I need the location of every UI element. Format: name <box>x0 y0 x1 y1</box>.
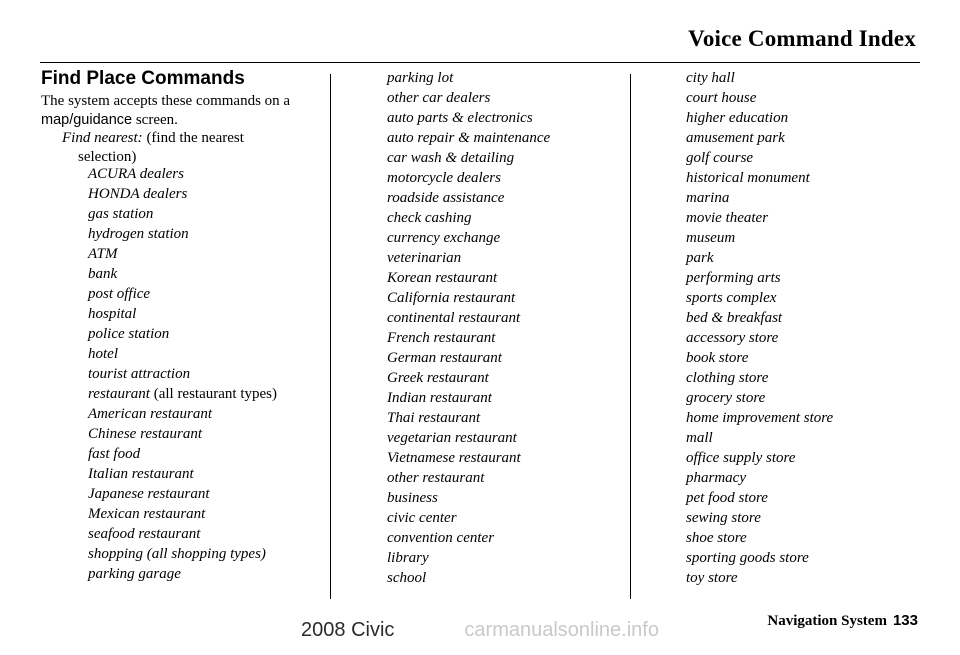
command-item <box>88 404 277 424</box>
command-item <box>387 148 550 168</box>
command-text: mall <box>686 430 713 446</box>
command-item <box>686 188 833 208</box>
intro-term: map/guidance <box>41 112 133 128</box>
command-item <box>686 408 833 428</box>
command-item <box>88 284 277 304</box>
command-item <box>686 448 833 468</box>
command-text: pet food store <box>686 490 768 506</box>
command-text: school <box>387 570 427 586</box>
command-item <box>387 408 550 428</box>
command-item <box>686 168 833 188</box>
command-item <box>88 364 277 384</box>
command-item <box>686 148 833 168</box>
command-item <box>88 424 277 444</box>
command-text: tourist attraction <box>88 366 191 382</box>
command-text: gas station <box>88 206 154 222</box>
command-text: business <box>387 490 438 506</box>
command-item <box>88 264 277 284</box>
intro-after: screen. <box>132 112 178 128</box>
command-item <box>387 388 550 408</box>
command-text: performing arts <box>686 270 781 286</box>
command-item <box>387 128 550 148</box>
command-item <box>387 108 550 128</box>
command-text: Chinese restaurant <box>88 426 203 442</box>
command-text: home improvement store <box>686 410 834 426</box>
command-text: Vietnamese restaurant <box>387 450 521 466</box>
command-text: marina <box>686 190 730 206</box>
command-text: hotel <box>88 346 118 362</box>
command-text: civic center <box>387 510 457 526</box>
command-item <box>387 248 550 268</box>
section-title: Find Place Commands <box>41 68 245 89</box>
command-item <box>387 228 550 248</box>
command-text: shoe store <box>686 530 747 546</box>
command-text: sporting goods store <box>686 550 809 566</box>
command-item <box>686 488 833 508</box>
command-item <box>686 208 833 228</box>
command-text: parking lot <box>387 70 454 86</box>
command-item <box>88 244 277 264</box>
command-item <box>88 384 277 404</box>
command-item <box>686 388 833 408</box>
command-item <box>387 348 550 368</box>
page-number: 133 <box>892 612 918 629</box>
footer-label: Navigation System <box>767 613 887 629</box>
page-header-title: Voice Command Index <box>688 26 916 51</box>
command-text: veterinarian <box>387 250 462 266</box>
command-item <box>686 368 833 388</box>
command-item <box>88 484 277 504</box>
intro-before: The system accepts these commands on a <box>41 93 291 109</box>
command-text: bed & breakfast <box>686 310 783 326</box>
command-text: other car dealers <box>387 90 491 106</box>
command-text: book store <box>686 350 749 366</box>
command-text: ACURA dealers <box>88 166 184 182</box>
command-item <box>387 168 550 188</box>
command-text: restaurant <box>88 386 150 402</box>
command-item <box>686 548 833 568</box>
command-list-col3 <box>686 68 833 588</box>
command-item <box>686 528 833 548</box>
command-item <box>88 564 277 584</box>
command-text: police station <box>88 326 170 342</box>
command-item <box>387 568 550 588</box>
command-text: French restaurant <box>387 330 496 346</box>
command-text: car wash & detailing <box>387 150 515 166</box>
command-list-col1 <box>88 164 277 584</box>
header-rule <box>40 62 920 63</box>
command-item <box>686 468 833 488</box>
command-text: sewing store <box>686 510 761 526</box>
command-text: currency exchange <box>387 230 501 246</box>
command-text: historical monument <box>686 170 810 186</box>
command-item <box>387 508 550 528</box>
command-text: Italian restaurant <box>88 466 194 482</box>
command-text: Thai restaurant <box>387 410 481 426</box>
command-item <box>387 528 550 548</box>
command-text: hydrogen station <box>88 226 189 242</box>
find-nearest-desc: (find the nearest <box>142 130 244 146</box>
column-divider-1 <box>330 74 331 599</box>
command-item <box>387 268 550 288</box>
command-text: roadside assistance <box>387 190 505 206</box>
command-text: ATM <box>88 246 118 262</box>
command-text: auto parts & electronics <box>387 110 533 126</box>
command-text: court house <box>686 90 757 106</box>
command-item <box>686 128 833 148</box>
command-text: check cashing <box>387 210 472 226</box>
command-item <box>88 184 277 204</box>
command-text: California restaurant <box>387 290 516 306</box>
command-text: convention center <box>387 530 495 546</box>
command-item <box>686 228 833 248</box>
command-text: German restaurant <box>387 350 502 366</box>
command-item <box>686 348 833 368</box>
command-text: amusement park <box>686 130 785 146</box>
command-item <box>686 68 833 88</box>
command-item <box>88 204 277 224</box>
command-item <box>686 308 833 328</box>
command-item <box>88 444 277 464</box>
command-text: office supply store <box>686 450 796 466</box>
command-item <box>88 224 277 244</box>
command-text: Mexican restaurant <box>88 506 206 522</box>
command-item <box>88 524 277 544</box>
command-text: city hall <box>686 70 735 86</box>
command-text: fast food <box>88 446 141 462</box>
command-item <box>387 428 550 448</box>
command-text: library <box>387 550 429 566</box>
watermark-model: 2008 Civic <box>301 619 395 641</box>
command-item <box>387 288 550 308</box>
command-text: movie theater <box>686 210 769 226</box>
command-text: auto repair & maintenance <box>387 130 551 146</box>
find-nearest-label: Find nearest: <box>62 130 143 146</box>
command-list-col2 <box>387 68 550 588</box>
command-item <box>686 248 833 268</box>
command-item <box>387 88 550 108</box>
command-item <box>387 308 550 328</box>
column-divider-2 <box>630 74 631 599</box>
command-item <box>387 548 550 568</box>
command-item <box>387 468 550 488</box>
command-item <box>686 108 833 128</box>
command-text: HONDA dealers <box>88 186 188 202</box>
command-item <box>88 304 277 324</box>
command-item <box>387 328 550 348</box>
command-text: hospital <box>88 306 137 322</box>
command-item <box>387 68 550 88</box>
command-text: continental restaurant <box>387 310 521 326</box>
command-text: pharmacy <box>686 470 746 486</box>
command-text: bank <box>88 266 118 282</box>
command-text: golf course <box>686 150 754 166</box>
command-text: higher education <box>686 110 789 126</box>
command-text: clothing store <box>686 370 769 386</box>
command-text: parking garage <box>88 566 181 582</box>
command-item <box>88 544 277 564</box>
command-item <box>686 428 833 448</box>
command-text: grocery store <box>686 390 766 406</box>
watermark <box>0 619 960 642</box>
command-text: park <box>686 250 714 266</box>
command-item <box>88 164 277 184</box>
command-item <box>88 344 277 364</box>
command-item <box>387 488 550 508</box>
command-text: toy store <box>686 570 738 586</box>
find-nearest-desc-cont: selection) <box>78 149 137 165</box>
intro-text <box>41 92 326 130</box>
command-text: seafood restaurant <box>88 526 201 542</box>
command-item <box>686 568 833 588</box>
command-text: motorcycle dealers <box>387 170 501 186</box>
command-item <box>387 188 550 208</box>
command-item <box>387 368 550 388</box>
command-text: Greek restaurant <box>387 370 489 386</box>
command-text: American restaurant <box>88 406 213 422</box>
command-text: vegetarian restaurant <box>387 430 517 446</box>
command-item <box>686 268 833 288</box>
watermark-site: carmanualsonline.info <box>464 619 659 641</box>
command-text: Indian restaurant <box>387 390 492 406</box>
command-item <box>686 328 833 348</box>
command-text: Japanese restaurant <box>88 486 210 502</box>
command-text: sports complex <box>686 290 777 306</box>
command-item <box>88 464 277 484</box>
command-item <box>88 324 277 344</box>
command-text: museum <box>686 230 736 246</box>
command-text: accessory store <box>686 330 779 346</box>
command-item <box>88 504 277 524</box>
command-note: (all restaurant types) <box>149 386 277 402</box>
command-text: Korean restaurant <box>387 270 498 286</box>
command-item <box>686 288 833 308</box>
command-item <box>686 508 833 528</box>
command-item <box>387 208 550 228</box>
command-item <box>686 88 833 108</box>
find-nearest-entry <box>62 129 327 167</box>
command-text: other restaurant <box>387 470 485 486</box>
command-item <box>387 448 550 468</box>
command-text: shopping (all shopping types) <box>88 546 266 562</box>
command-text: post office <box>88 286 151 302</box>
